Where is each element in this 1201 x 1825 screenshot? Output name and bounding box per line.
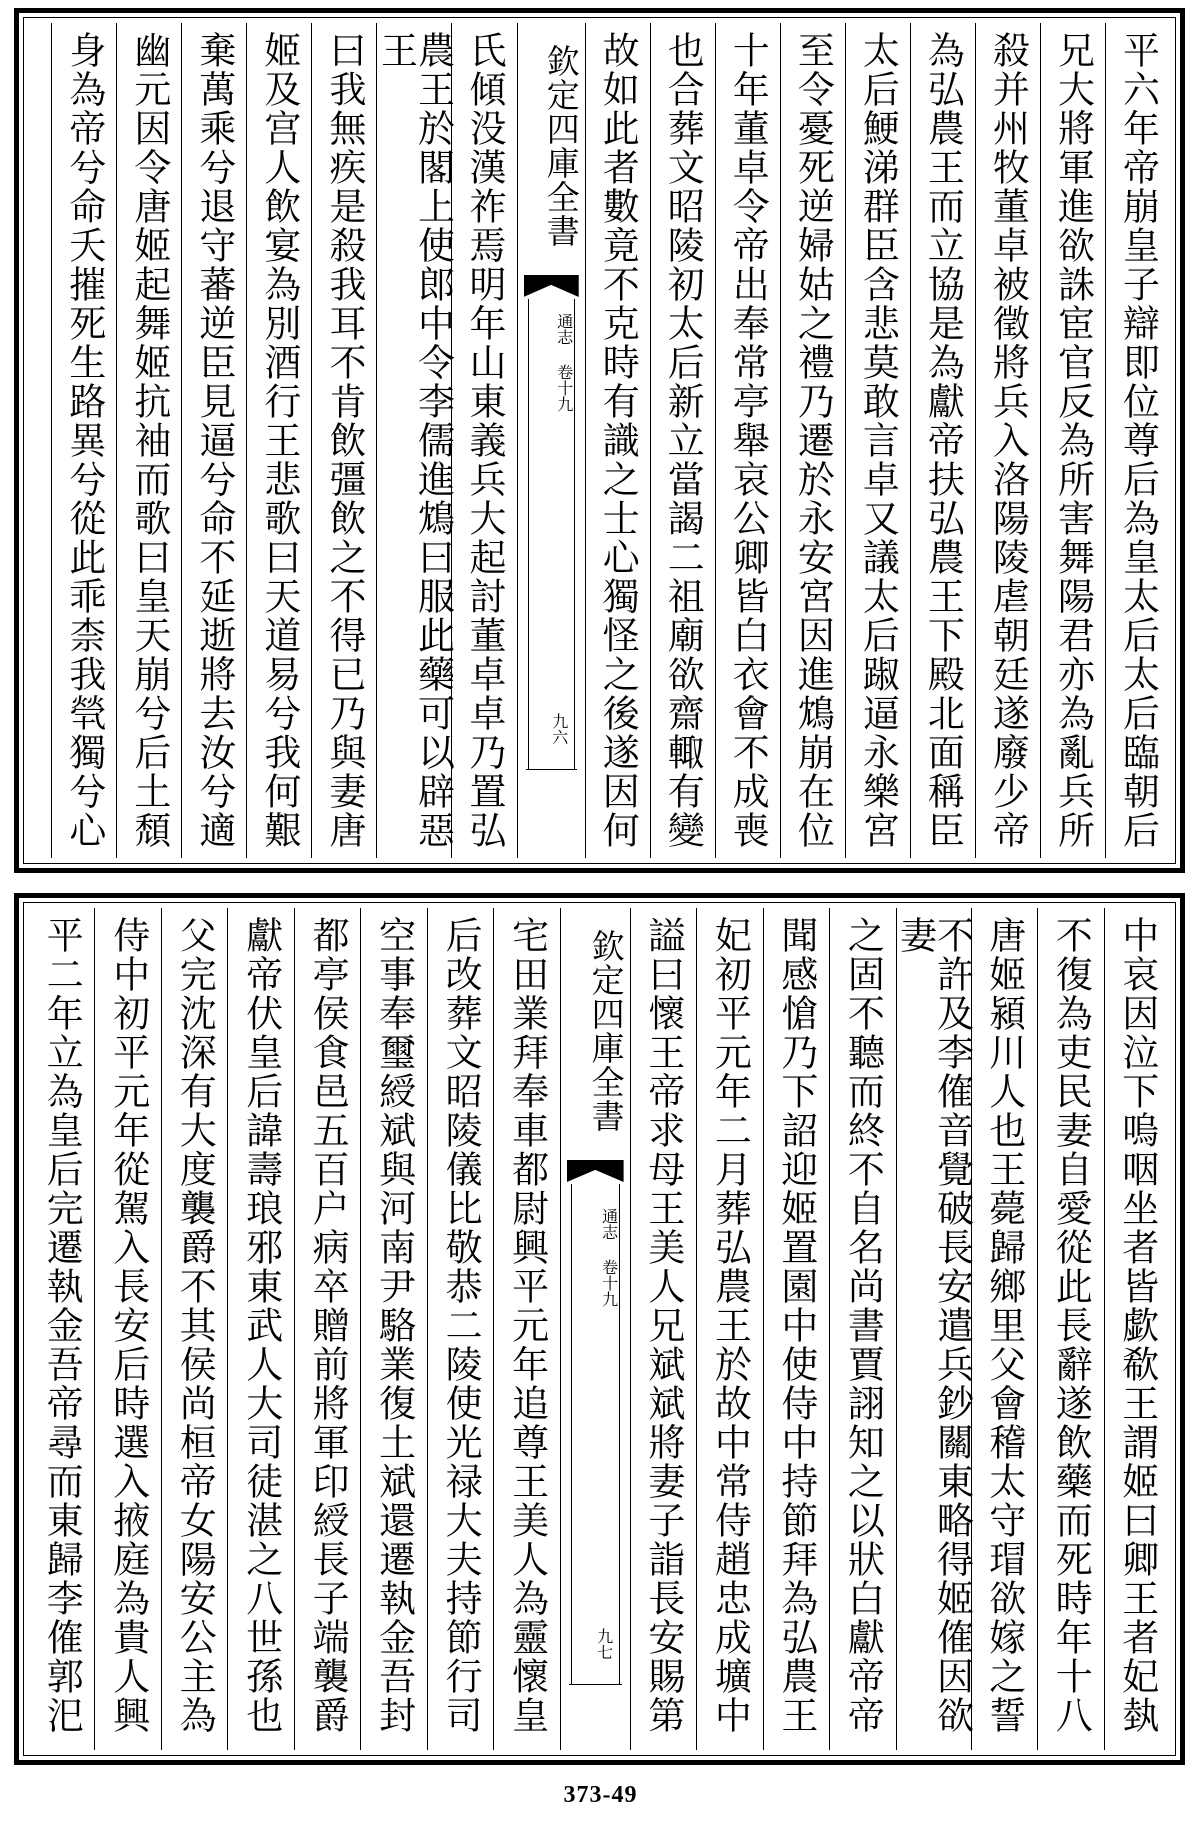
text-column: 聞感愴乃下詔迎姬置園中使侍中持節拜為弘農王 xyxy=(763,908,829,1750)
text-column: 中哀因泣下嗚咽坐者皆歔欷王謂姬曰卿王者妃埶 xyxy=(1104,908,1170,1750)
top-page-frame xyxy=(14,8,1185,873)
text-column: 后改葬文昭陵儀比敬恭二陵使光禄大夫持節行司 xyxy=(427,908,493,1750)
heart-rule xyxy=(619,1184,620,1684)
text-column: 空事奉璽綬斌與河南尹駱業復土斌還遷執金吾封 xyxy=(360,908,426,1750)
text-column: 至令憂死逆婦姑之禮乃遷於永安宮因進鴆崩在位 xyxy=(780,23,845,858)
text-column: 都亭侯食邑五百户病卒贈前將軍印綬長子端襲爵 xyxy=(294,908,360,1750)
text-column: 殺并州牧董卓被徵將兵入洛陽陵虐朝廷遂廢少帝 xyxy=(975,23,1040,858)
leaf-number: 九七 xyxy=(594,1628,614,1660)
text-column: 曰我無疾是殺我耳不肯飲彊飲之不得已乃與妻唐 xyxy=(311,23,376,858)
text-column: 父完沈深有大度襲爵不其侯尚桓帝女陽安公主為 xyxy=(161,908,227,1750)
text-column: 太后鯁涕群臣含悲莫敢言卓又議太后踧逼永樂宮 xyxy=(845,23,910,858)
text-column: 十年董卓令帝出奉常亭舉哀公卿皆白衣會不成喪 xyxy=(715,23,780,858)
text-column: 謚曰懷王帝求母王美人兄斌斌將妻子詣長安賜第 xyxy=(630,908,696,1750)
volume-label: 通志 卷十九 xyxy=(554,313,574,412)
text-column: 之固不聽而終不自名尚書賈詡知之以狀白獻帝帝 xyxy=(829,908,895,1750)
margin-column xyxy=(29,23,51,858)
text-column: 幽元因令唐姬起舞姬抗袖而歌曰皇天崩兮后土頹 xyxy=(116,23,181,858)
volume-label: 通志 卷十九 xyxy=(599,1208,619,1307)
center-fold-heart xyxy=(560,908,630,1750)
book-title: 欽定四庫全書 xyxy=(541,44,581,248)
text-column: 身為帝兮命夭摧死生路異兮從此乖柰我煢獨兮心 xyxy=(51,23,116,858)
top-page-columns xyxy=(29,23,1170,858)
text-column: 不許及李傕音覺破長安遣兵鈔關東略得姬傕因欲妻 xyxy=(896,908,971,1750)
text-column: 故如此者數竟不克時有識之士心獨怪之後遂因何 xyxy=(585,23,650,858)
bottom-page-frame xyxy=(14,893,1185,1765)
text-column: 平二年立為皇后完遷執金吾帝尋而東歸李傕郭汜 xyxy=(40,916,84,1735)
text-column: 妃初平元年二月葬弘農王於故中常侍趙忠成壙中 xyxy=(696,908,762,1750)
text-column: 也合葬文昭陵初太后新立當謁二祖廟欲齋輙有變 xyxy=(650,23,715,858)
fishtail-mark xyxy=(567,1160,624,1182)
text-column: 宅田業拜奉車都尉興平元年追尊王美人為靈懷皇 xyxy=(493,908,559,1750)
text-column: 棄萬乘兮退守蕃逆臣見逼兮命不延逝將去汝兮適 xyxy=(181,23,246,858)
heart-rule xyxy=(528,299,529,769)
text-column: 兄大將軍進欲誅宦官反為所害舞陽君亦為亂兵所 xyxy=(1040,23,1105,858)
center-fold-heart xyxy=(517,23,585,858)
heart-rule xyxy=(571,1184,572,1684)
text-column: 唐姬潁川人也王薨歸鄉里父會稽太守瑁欲嫁之誓 xyxy=(971,908,1037,1750)
text-column: 不復為吏民妻自愛從此長辭遂飲藥而死時年十八 xyxy=(1037,908,1103,1750)
text-column: 侍中初平元年從駕入長安后時選入掖庭為貴人興 xyxy=(94,908,160,1750)
page-number: 373-49 xyxy=(563,1782,638,1808)
bottom-page-columns xyxy=(29,908,1170,1750)
text-column: 平六年帝崩皇子辯即位尊后為皇太后太后臨朝后 xyxy=(1105,23,1170,858)
heart-rule xyxy=(574,299,575,769)
heart-bottom-rule xyxy=(526,769,577,770)
text-column: 農王於閣上使郎中令李儒進鴆曰服此藥可以辟惡王 xyxy=(376,23,451,858)
leaf-number: 九六 xyxy=(549,713,569,745)
fishtail-mark xyxy=(524,275,579,297)
book-title: 欽定四庫全書 xyxy=(586,929,626,1133)
text-column: 為弘農王而立協是為獻帝扶弘農王下殿北面稱臣 xyxy=(910,23,975,858)
text-column: 氏傾没漢祚焉明年山東義兵大起討董卓卓乃置弘 xyxy=(451,23,516,858)
heart-bottom-rule xyxy=(569,1684,622,1685)
text-column: 獻帝伏皇后諱壽琅邪東武人大司徒湛之八世孫也 xyxy=(227,908,293,1750)
text-column: 姬及宫人飲宴為別酒行王悲歌曰天道易兮我何艱 xyxy=(246,23,311,858)
